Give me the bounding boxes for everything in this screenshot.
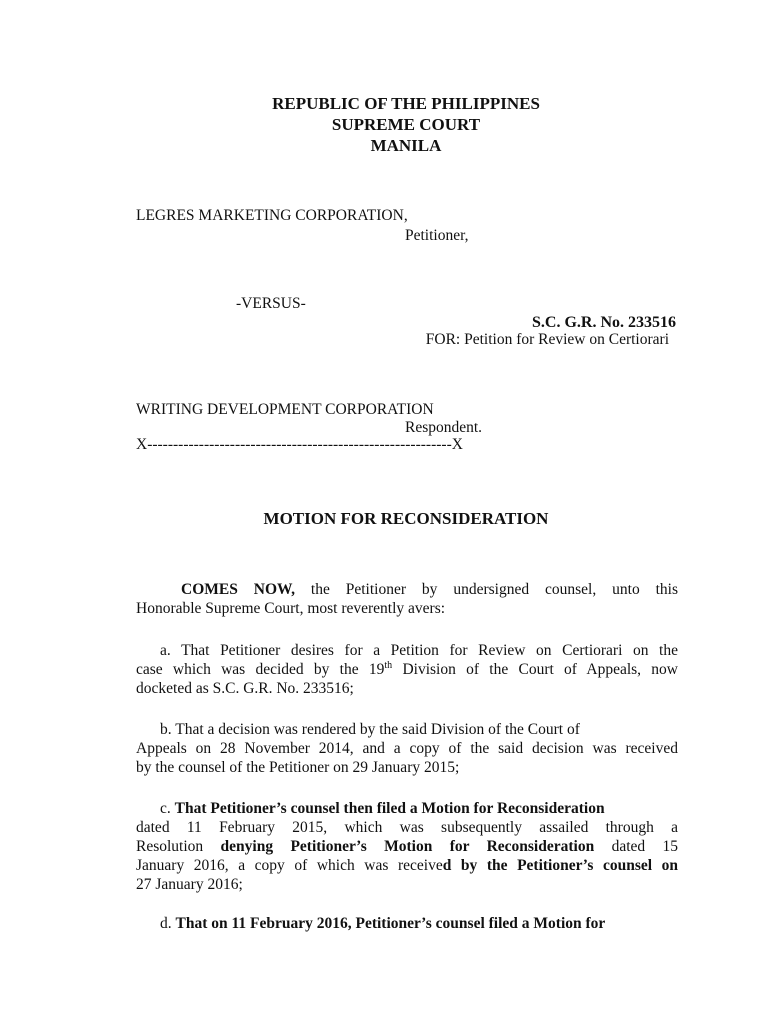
item-a-line2a: case which was decided by the 19 xyxy=(136,661,385,678)
item-d-marker: d. xyxy=(160,915,172,932)
item-d-line1: That on 11 February 2016, Petitioner’s counsel filed a Motion for xyxy=(175,915,606,932)
item-c-marker: c. xyxy=(160,800,171,817)
document-title: MOTION FOR RECONSIDERATION xyxy=(263,509,549,528)
item-a-line3: docketed as S.C. G.R. No. 233516; xyxy=(136,680,354,697)
list-item-c xyxy=(136,799,678,894)
item-c-line3c: dated 15 xyxy=(594,838,678,855)
petitioner-label: Petitioner, xyxy=(405,227,469,244)
item-b-line3: by the counsel of the Petitioner on 29 January 2015; xyxy=(136,759,460,776)
respondent-name: WRITING DEVELOPMENT CORPORATION xyxy=(136,401,434,418)
case-for: FOR: Petition for Review on Certiorari xyxy=(425,331,669,348)
item-c-line4a: January 2016, a copy of which was receive xyxy=(136,857,443,874)
item-a-line2b: Division of the Court of Appeals, now xyxy=(392,661,678,678)
item-c-line1: That Petitioner’s counsel then filed a Motion for Reconsideration xyxy=(174,800,605,817)
item-c-line3b: denying Petitioner’s Motion for Reconsideration xyxy=(220,838,595,855)
item-c-line3a: Resolution xyxy=(136,838,221,855)
item-b-marker: b. xyxy=(160,721,172,738)
item-c-line5: 27 January 2016; xyxy=(136,876,243,893)
list-item-d xyxy=(136,914,678,933)
respondent-label: Respondent. xyxy=(405,419,483,436)
item-c-line2: dated 11 February 2015, which was subsequently assailed through a xyxy=(136,819,678,836)
intro-rest-2: Honorable Supreme Court, most reverently avers: xyxy=(136,600,446,617)
header-city: MANILA xyxy=(370,136,442,155)
list-item-a xyxy=(136,641,678,698)
intro-rest-1: the Petitioner by undersigned counsel, unto this xyxy=(310,581,679,598)
case-number: S.C. G.R. No. 233516 xyxy=(531,314,676,331)
list-item-b xyxy=(136,720,678,777)
item-b-line2: Appeals on 28 November 2014, and a copy of the said decision was received xyxy=(136,740,678,757)
intro-paragraph xyxy=(136,580,678,618)
header-court: SUPREME COURT xyxy=(331,115,481,134)
item-c-line4b: d by the Petitioner’s counsel on xyxy=(442,857,678,874)
item-a-marker: a. xyxy=(160,642,171,659)
item-b-line1: That a decision was rendered by the said Division of the Court of xyxy=(175,721,580,738)
item-a-sup: th xyxy=(384,659,393,671)
caption-separator: X-----------------------------------------------------------X xyxy=(136,436,463,453)
petitioner-name: LEGRES MARKETING CORPORATION, xyxy=(136,207,408,224)
versus-label: -VERSUS- xyxy=(236,295,306,312)
item-a-line1: That Petitioner desires for a Petition for Review on Certiorari on the xyxy=(181,642,678,659)
header-republic: REPUBLIC OF THE PHILIPPINES xyxy=(272,94,540,113)
intro-lead: COMES NOW, xyxy=(181,581,295,598)
